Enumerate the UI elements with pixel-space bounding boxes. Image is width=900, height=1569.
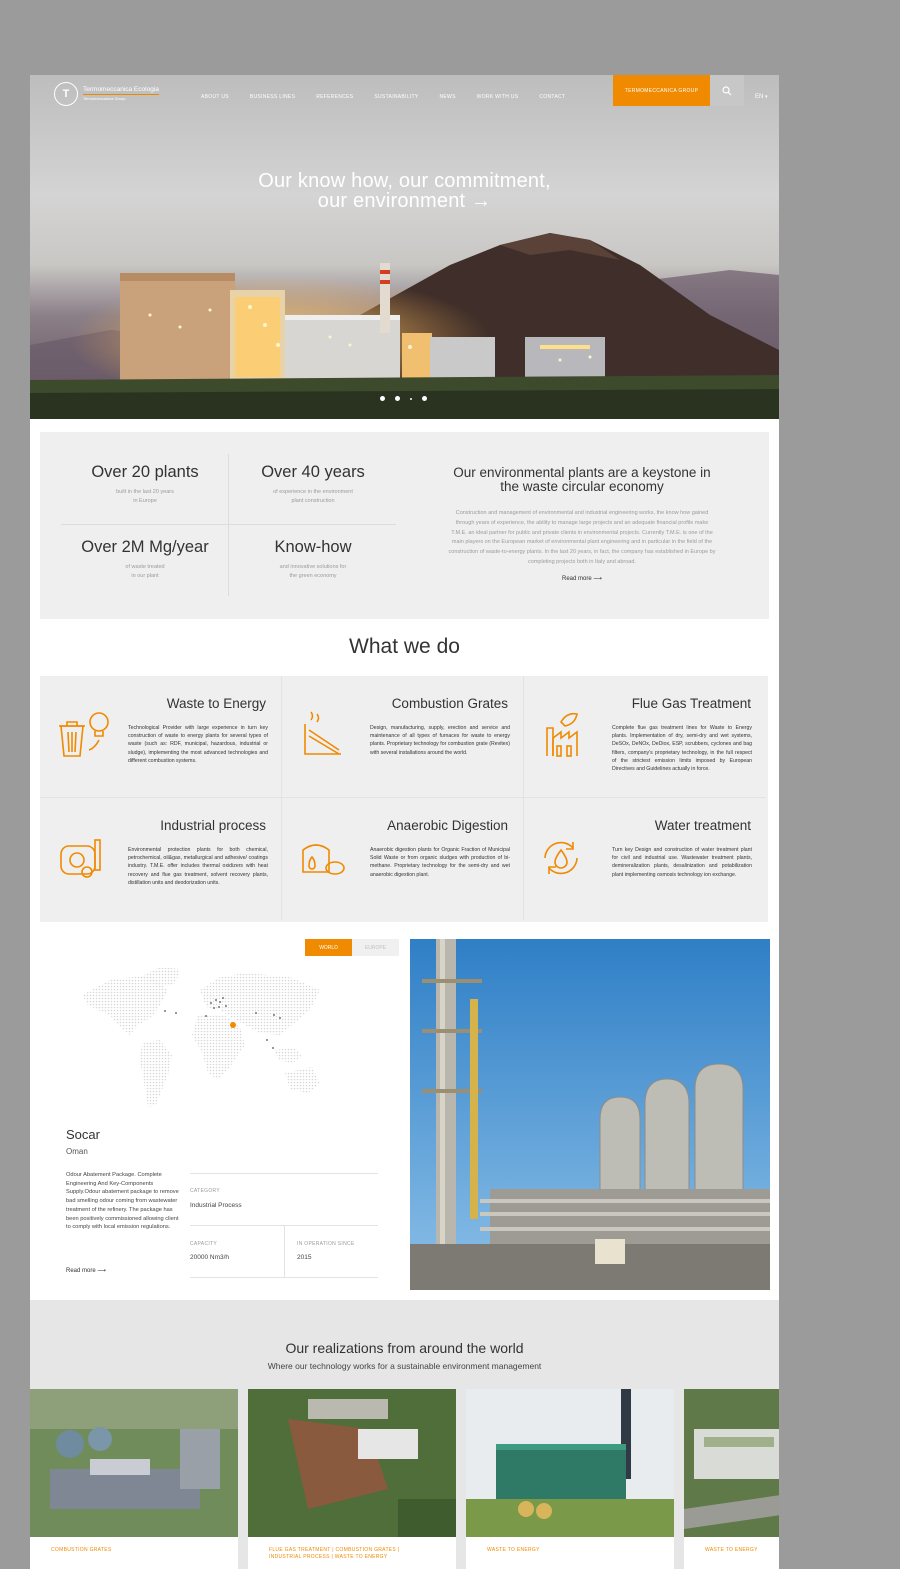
- divider: [190, 1173, 378, 1174]
- slide-dot[interactable]: [380, 396, 385, 401]
- industrial-process-icon: [55, 832, 115, 886]
- in-operation-since-label: IN OPERATION SINCE: [297, 1241, 355, 1247]
- realization-card[interactable]: [30, 1389, 238, 1569]
- world-map: [80, 955, 330, 1120]
- nav-news[interactable]: NEWS: [439, 94, 456, 100]
- service-anaerobic-digestion[interactable]: Anaerobic Digestion Anaerobic digestion plants for Organic Fraction of Municipal Solid Waste or from organic sludges with production of bi-methane. Proprietary technology for the semi-dry and wet anaerobic digestion plant.: [282, 798, 524, 920]
- divider: [61, 524, 396, 525]
- tab-world[interactable]: WORLD: [305, 939, 352, 956]
- logo-mark-icon: T: [54, 82, 78, 106]
- about-text: Construction and management of environmental and industrial engineering works, the know how gained through years of experience, the ability to manage large projects and an adequate financial profile make T.M.E. an ideal partner for public and private clients in environmental projects. Currently T.M.E. is one of the main players on the European market of environmental plant engineering and in particular in the field of the construction of waste-to-energy plants. In the last 20 years, in fact, the company has established in Europe by completing projects both in Italy and abroad.: [448, 510, 716, 565]
- capacity-label: CAPACITY: [190, 1241, 218, 1247]
- hero-image: [30, 75, 779, 419]
- capacity-value: 20000 Nm3/h: [190, 1254, 230, 1261]
- stat-waste: Over 2M Mg/year of waste treated in our plant: [81, 538, 209, 579]
- nav-work-with-us[interactable]: WORK WITH US: [476, 94, 519, 100]
- arrow-right-icon: ⟶: [97, 1268, 106, 1274]
- stat-plants: Over 20 plants built in the last 20 years in Europe: [91, 463, 199, 504]
- slide-dot[interactable]: [422, 396, 427, 401]
- realization-photo: [30, 1389, 238, 1537]
- realizations-section: [30, 1300, 779, 1569]
- search-button[interactable]: [710, 75, 744, 106]
- service-industrial-process[interactable]: Industrial process Environmental protection plants for both chemical, petrochemical, oil&gas, metallurgical and adhesive/ coatings industry. T.M.E. offer includes thermal oxidizers with heat recovery and flue gas treatment, solvent recovery plants, distillation units and deodorization units.: [40, 798, 282, 920]
- section-title: What we do: [349, 635, 460, 658]
- hero-banner: [30, 75, 779, 419]
- nav-about-us[interactable]: ABOUT US: [201, 94, 229, 100]
- factory-leaf-icon: [539, 710, 599, 764]
- realization-photo: [684, 1389, 779, 1537]
- main-menu: [201, 75, 586, 119]
- logo-subtitle: Termomeccanica Group: [83, 96, 126, 102]
- realizations-subtitle: Where our technology works for a sustainable environment management: [267, 1361, 542, 1371]
- category-label: CATEGORY: [190, 1188, 220, 1194]
- realization-card[interactable]: [684, 1389, 779, 1569]
- tab-europe[interactable]: EUROPE: [352, 939, 399, 956]
- project-read-more-link[interactable]: Read more ⟶: [66, 1268, 106, 1274]
- divider: [284, 1225, 285, 1277]
- card-tags: COMBUSTION GRATES: [51, 1547, 112, 1553]
- project-country: Oman: [66, 1147, 88, 1156]
- top-navigation: [30, 75, 779, 106]
- search-icon: [722, 86, 732, 96]
- nav-references[interactable]: REFERENCES: [316, 94, 354, 100]
- arrow-right-icon: ⟶: [593, 575, 602, 582]
- project-photo: [410, 939, 770, 1290]
- chevron-down-icon: ▾: [765, 94, 768, 100]
- map-tabs: [305, 939, 399, 956]
- category-value: Industrial Process: [190, 1202, 242, 1209]
- project-name: Socar: [66, 1127, 100, 1142]
- divider: [190, 1277, 378, 1278]
- realizations-title: Our realizations from around the world: [285, 1340, 524, 1356]
- realization-photo: [248, 1389, 456, 1537]
- project-description: Odour Abatement Package. Complete Engineering And Key-Components Supply.Odour abatement package to remove bad smelling odour coming from wastewater treatment of the refinery. The package has been positively commissioned allowing client to comply with local emission regulations.: [66, 1172, 179, 1231]
- slide-dot[interactable]: [395, 396, 400, 401]
- about-block: [448, 466, 716, 582]
- language-selector[interactable]: EN ▾: [755, 94, 768, 100]
- slide-dot[interactable]: [410, 398, 412, 400]
- grate-icon: [297, 710, 357, 764]
- slider-dots: [375, 396, 432, 401]
- bin-bulb-icon: [55, 710, 115, 764]
- nav-business-lines[interactable]: BUSINESS LINES: [249, 94, 296, 100]
- service-waste-to-energy[interactable]: Waste to Energy Technological Provider with large experience in turn key construction of waste to energy plants for several types of waste (such as: RDF, municipal, hazardous, industrial or sludge), implementing the most advanced technologies and different combustion systems.: [40, 676, 282, 798]
- services-grid: [40, 676, 768, 922]
- stat-know-how: Know-how and innovative solutions for the green economy: [274, 538, 352, 579]
- stats-panel: [40, 432, 769, 619]
- read-more-link[interactable]: Read more ⟶: [562, 575, 602, 582]
- service-combustion-grates[interactable]: Combustion Grates Design, manufacturing, supply, erection and service and maintenance of all types of furnaces for waste to energy plants. Proprietary technology for combustion grate (Revitex) with several installations around the world.: [282, 676, 524, 798]
- realization-card[interactable]: [466, 1389, 674, 1569]
- service-water-treatment[interactable]: Water treatment Turn key Design and construction of water treatment plant for civil and industrial use. Wastewater treatment plants, demineralization plants, desalinization and potabilization plant implementing osmosis technology ion exchange.: [524, 798, 766, 920]
- digester-icon: [297, 832, 357, 886]
- card-tags: FLUE GAS TREATMENT | COMBUSTION GRATES | INDUSTRIAL PROCESS | WASTE TO ENERGY: [269, 1547, 400, 1560]
- termomeccanica-group-button[interactable]: TERMOMECCANICA GROUP: [613, 75, 710, 106]
- realization-photo: [466, 1389, 674, 1537]
- in-operation-since-value: 2015: [297, 1254, 312, 1261]
- card-tags: WASTE TO ENERGY: [487, 1547, 540, 1553]
- nav-sustainability[interactable]: SUSTAINABILITY: [374, 94, 419, 100]
- page: [30, 75, 779, 1569]
- realization-card[interactable]: [248, 1389, 456, 1569]
- divider: [228, 454, 229, 596]
- logo[interactable]: [54, 82, 159, 106]
- selected-location-marker: [230, 1022, 236, 1028]
- service-flue-gas-treatment[interactable]: Flue Gas Treatment Complete flue gas treatment lines for Waste to Energy plants. Implementation of dry, semi-dry and wet systems, DeSOx, DeNOx, DeDiox, ESP, scrubbers, cyclones and bag filters, company's proprietary technology, in the full respect of the strictest emission limits imposed by European Directives and Guidelines actually in force.: [524, 676, 766, 798]
- water-cycle-icon: [539, 832, 599, 886]
- hero-headline[interactable]: Our know how, our commitment, our environment →: [258, 170, 551, 212]
- nav-contact[interactable]: CONTACT: [539, 94, 566, 100]
- card-tags: WASTE TO ENERGY: [705, 1547, 758, 1553]
- logo-name: Termomeccanica Ecologia: [83, 87, 159, 96]
- about-title: Our environmental plants are a keystone in the waste circular economy: [453, 465, 711, 494]
- stat-years: Over 40 years of experience in the environment plant construction: [261, 463, 365, 504]
